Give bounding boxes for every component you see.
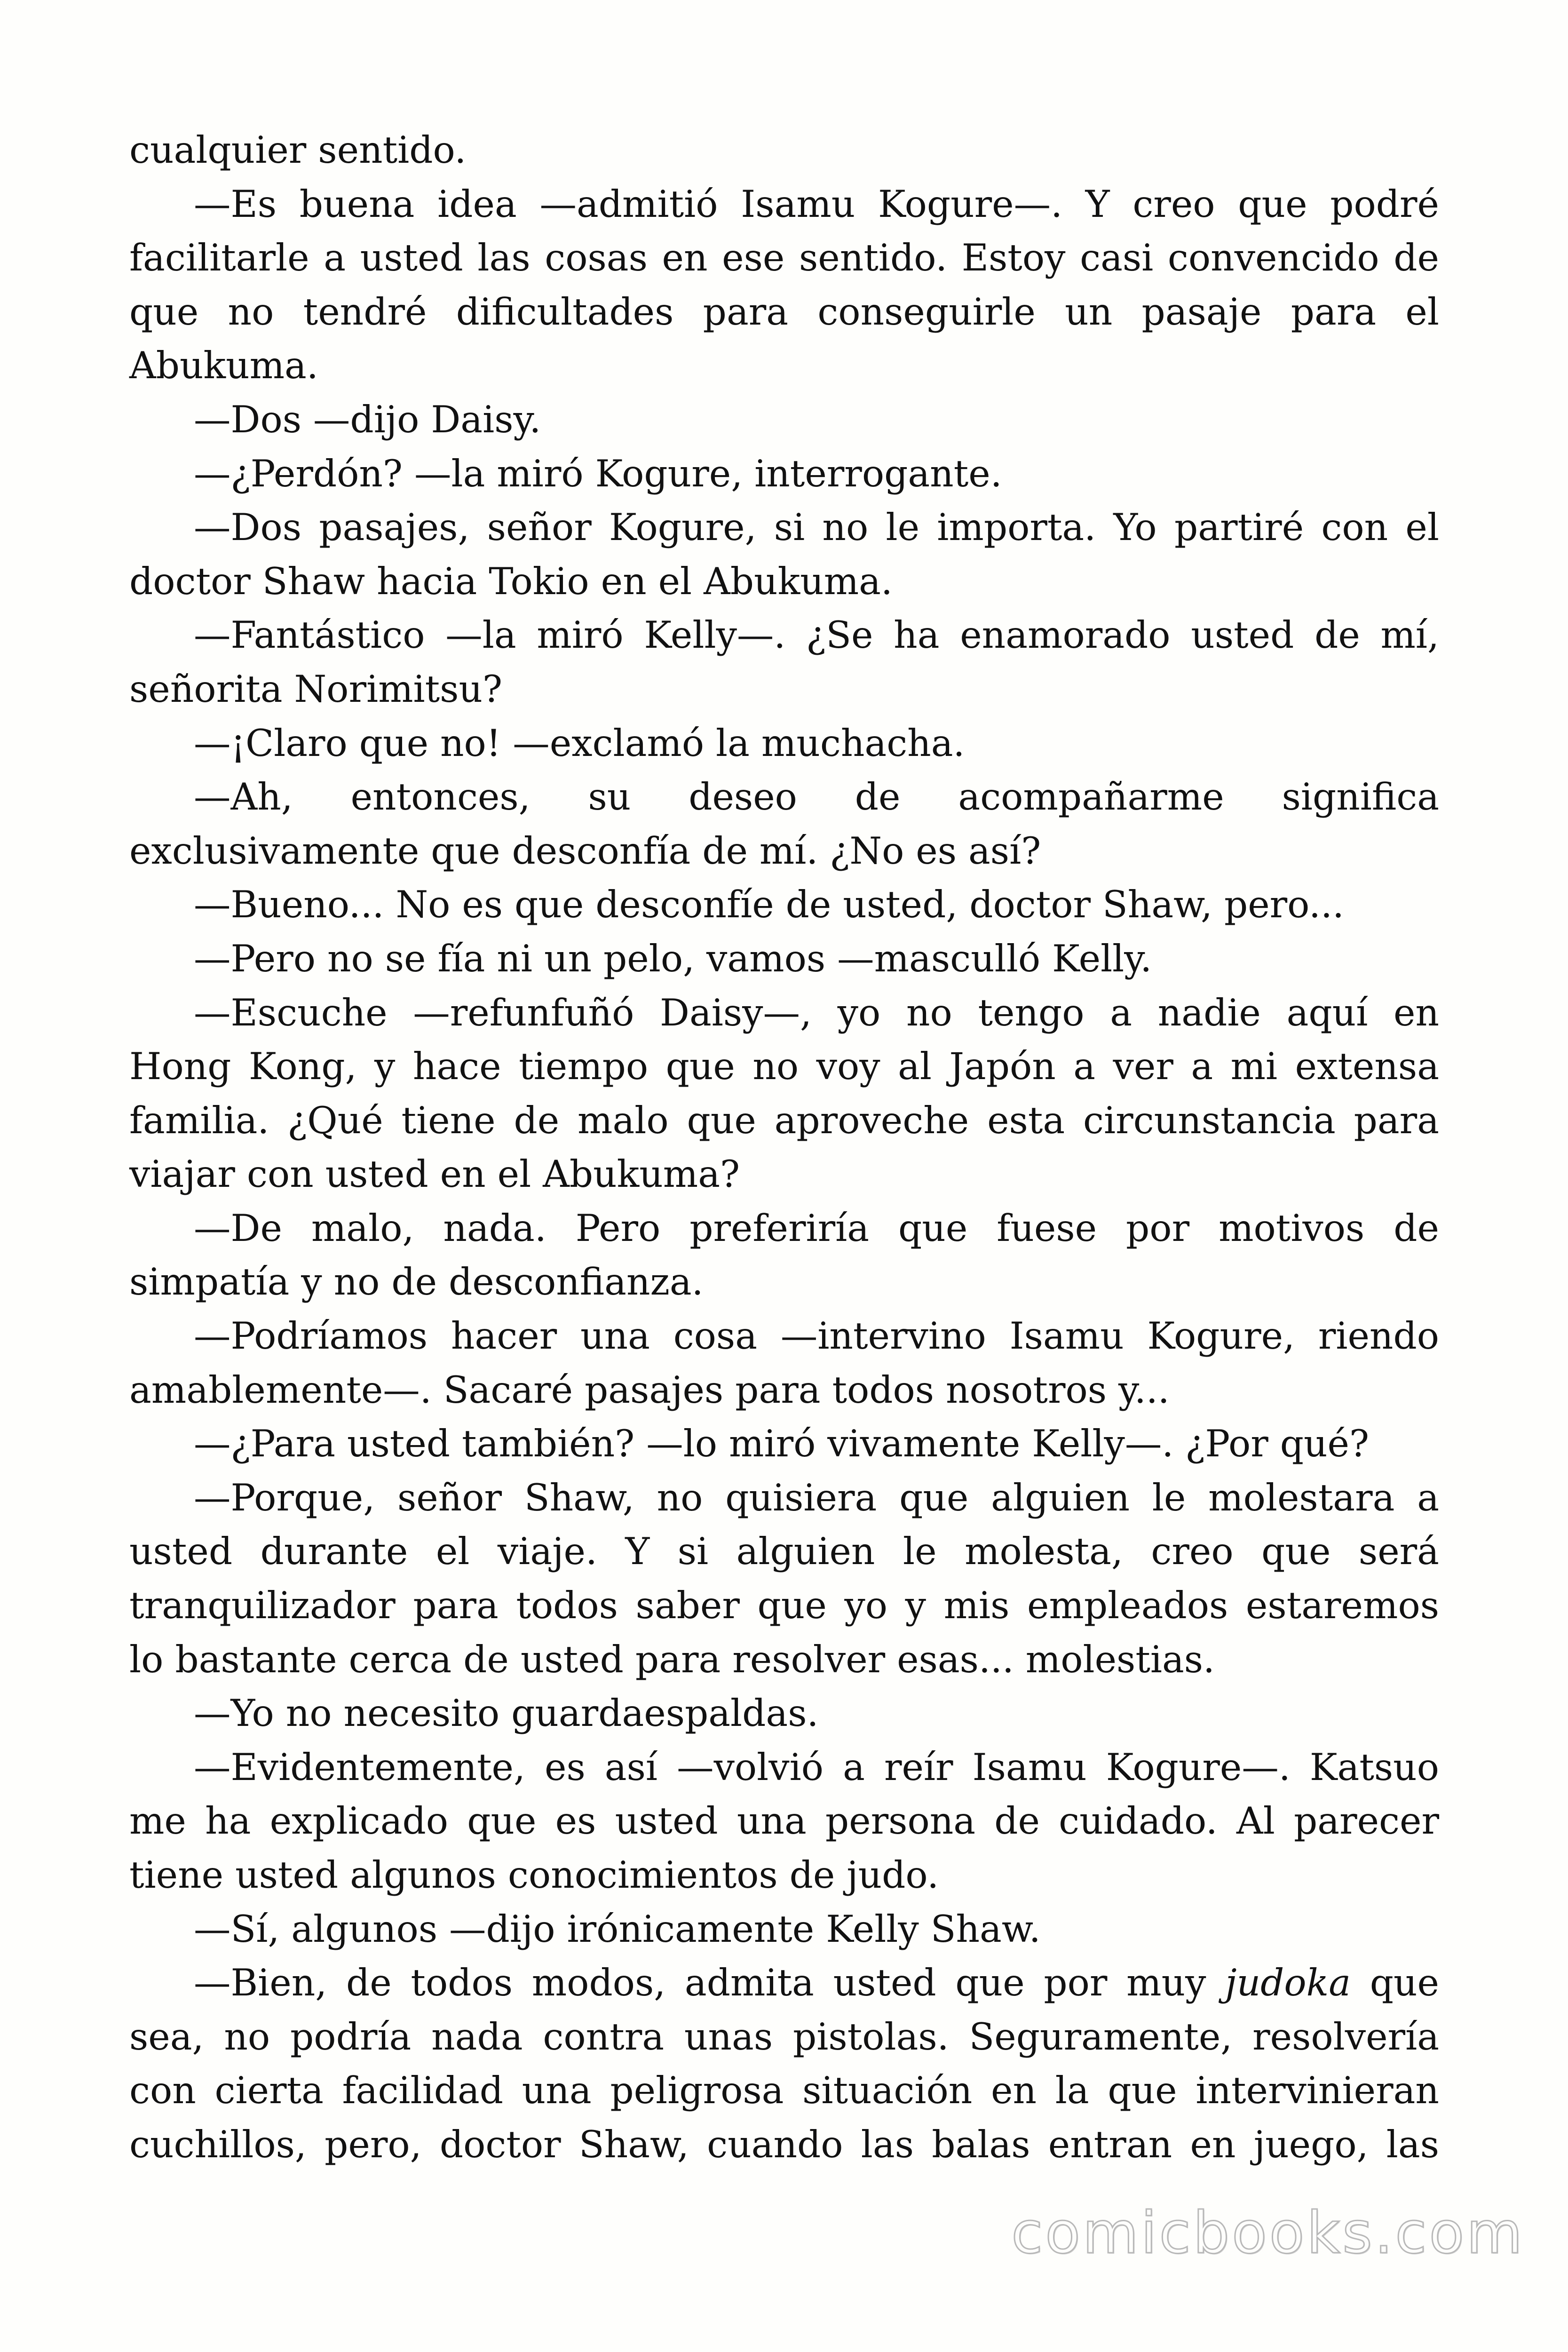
text-line: sea, no podría nada contra unas pistolas. Seguramente, resolvería xyxy=(129,2015,1439,2058)
watermark: comicbooks.com xyxy=(1011,2200,1525,2266)
text-line: señorita Norimitsu? xyxy=(129,667,503,711)
text-line: —Porque, señor Shaw, no quisiera que alguien le molestara a xyxy=(194,1476,1439,1519)
paragraph xyxy=(129,932,1439,986)
text-line: —Dos pasajes, señor Kogure, si no le importa. Yo partiré con el xyxy=(194,506,1439,549)
text-line: —Dos —dijo Daisy. xyxy=(194,397,541,441)
text-line: —Podríamos hacer una cosa —intervino Isamu Kogure, riendo xyxy=(194,1314,1439,1358)
paragraph xyxy=(129,1309,1439,1417)
paragraph-continuation xyxy=(129,123,1439,177)
paragraph xyxy=(129,1417,1439,1471)
paragraph xyxy=(129,986,1439,1201)
text-line: cuchillos, pero, doctor Shaw, cuando las balas entran en juego, las xyxy=(129,2122,1439,2166)
text-line: —Yo no necesito guardaespaldas. xyxy=(194,1692,819,1735)
text-line: tranquilizador para todos saber que yo y mis empleados estaremos xyxy=(129,1584,1439,1628)
text-line: lo bastante cerca de usted para resolver esas... molestias. xyxy=(129,1637,1215,1681)
paragraph xyxy=(129,770,1439,878)
text-line: —De malo, nada. Pero preferiría que fuese por motivos de xyxy=(194,1206,1439,1250)
paragraph xyxy=(129,1956,1439,2171)
text-line: que no tendré dificultades para conseguirle un pasaje para el xyxy=(129,290,1439,334)
text-line: —Ah, entonces, su deseo de acompañarme significa xyxy=(194,775,1439,819)
text-line: —Bien, de todos modos, admita usted que por muy judoka que xyxy=(194,1961,1440,2005)
paragraph xyxy=(129,1686,1439,1740)
text-line: —Es buena idea —admitió Isamu Kogure—. Y creo que podré xyxy=(194,182,1439,226)
text-line: Hong Kong, y hace tiempo que no voy al Japón a ver a mi extensa xyxy=(129,1045,1439,1089)
text-line: usted durante el viaje. Y si alguien le molesta, creo que será xyxy=(129,1530,1439,1573)
paragraph xyxy=(129,393,1439,447)
paragraph xyxy=(129,177,1439,393)
paragraph xyxy=(129,1471,1439,1686)
paragraph xyxy=(129,1201,1439,1309)
paragraph xyxy=(129,447,1439,501)
text-line: —¡Claro que no! —exclamó la muchacha. xyxy=(194,721,965,765)
text-line: cualquier sentido. xyxy=(129,128,467,172)
text-line: —¿Para usted también? —lo miró vivamente Kelly—. ¿Por qué? xyxy=(194,1422,1370,1466)
text-line: exclusivamente que desconfía de mí. ¿No es así? xyxy=(129,829,1041,873)
paragraph xyxy=(129,878,1439,932)
paragraph xyxy=(129,1740,1439,1902)
text-line: amablemente—. Sacaré pasajes para todos nosotros y... xyxy=(129,1368,1170,1412)
text-line: —Evidentemente, es así —volvió a reír Isamu Kogure—. Katsuo xyxy=(194,1745,1439,1789)
text-line: Abukuma. xyxy=(129,344,318,388)
text-line: —Pero no se fía ni un pelo, vamos —masculló Kelly. xyxy=(194,937,1152,980)
text-line: con cierta facilidad una peligrosa situación en la que intervinieran xyxy=(129,2069,1439,2113)
text-line: tiene usted algunos conocimientos de judo. xyxy=(129,1853,939,1897)
text-line: viajar con usted en el Abukuma? xyxy=(129,1152,740,1196)
text-line: facilitarle a usted las cosas en ese sentido. Estoy casi convencido de xyxy=(129,236,1439,280)
text-line: —Sí, algunos —dijo irónicamente Kelly Shaw. xyxy=(194,1907,1041,1951)
paragraph xyxy=(129,716,1439,771)
text-line: simpatía y no de desconfianza. xyxy=(129,1260,704,1304)
paragraph xyxy=(129,608,1439,716)
text-line: —Bueno... No es que desconfíe de usted, doctor Shaw, pero... xyxy=(194,883,1344,927)
text-line: —Fantástico —la miró Kelly—. ¿Se ha enamorado usted de mí, xyxy=(194,613,1439,657)
page-text xyxy=(129,123,1439,2172)
paragraph xyxy=(129,1902,1439,1956)
text-line: doctor Shaw hacia Tokio en el Abukuma. xyxy=(129,559,893,603)
text-line: —Escuche —refunfuñó Daisy—, yo no tengo a nadie aquí en xyxy=(194,991,1439,1034)
paragraph xyxy=(129,501,1439,608)
text-line: —¿Perdón? —la miró Kogure, interrogante. xyxy=(194,452,1002,495)
text-line: familia. ¿Qué tiene de malo que aproveche esta circunstancia para xyxy=(129,1098,1439,1142)
text-line: me ha explicado que es usted una persona de cuidado. Al parecer xyxy=(129,1799,1439,1843)
